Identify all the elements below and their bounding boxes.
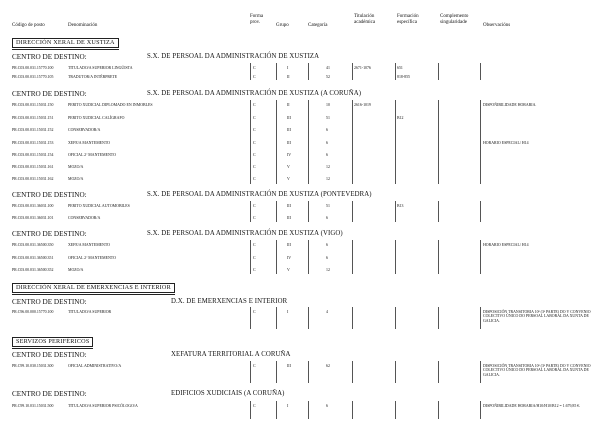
section-title: DIRECCIÓN XERAL DE XUSTIZA [12, 38, 119, 48]
column-rule [308, 361, 309, 383]
row-denominacion: TRADUTOR/A INTÉRPRETE [68, 75, 118, 79]
centro-name: S.X. DE PERSOAL DA ADMINISTRACIÓN DE XUSTIZA [147, 53, 320, 60]
column-rule [395, 401, 396, 419]
column-rule [308, 240, 309, 274]
row-grupo: V [287, 177, 290, 181]
column-rule [480, 361, 481, 383]
row-denominacion: MOZO/A [68, 177, 84, 181]
row-grupo: I [287, 404, 289, 408]
column-rule [438, 361, 439, 383]
column-rule [352, 201, 353, 222]
section-title: DIRECCIÓN XERAL DE EMERXENCIAS E INTERIOR [12, 283, 175, 293]
row-categoria: 6 [326, 153, 328, 157]
column-rule [438, 63, 439, 80]
column-rule [480, 201, 481, 222]
column-rule [276, 361, 277, 383]
column-rule [352, 240, 353, 274]
row-denominacion: MOZO/A [68, 268, 84, 272]
row-forma: C [253, 75, 256, 79]
row-denominacion: PERITO XUDICIAL CALÍGRAFO [68, 116, 125, 120]
row-categoria: 4 [326, 310, 328, 314]
column-rule [480, 63, 481, 80]
row-categoria: 6 [326, 216, 328, 220]
row-denominacion: PERITO XUDICIAL AUTOMOBILES [68, 204, 130, 208]
row-denominacion: XEFE/A MANTEMENTO [68, 141, 110, 145]
row-formacion: B13 [397, 204, 404, 208]
row-formacion: 651 [397, 66, 403, 70]
column-rule [395, 63, 396, 80]
row-denominacion: TITULADO/A SUPERIOR PSICÓLOGO/A [68, 404, 138, 408]
column-rule [276, 100, 277, 184]
column-rule [438, 240, 439, 274]
row-formacion: 818-855 [397, 75, 410, 79]
row-grupo: IV [287, 256, 292, 260]
row-categoria: 6 [326, 243, 328, 247]
column-rule [250, 240, 251, 274]
column-rule [250, 401, 251, 419]
row-grupo: IV [287, 153, 292, 157]
row-forma: C [253, 153, 256, 157]
row-code: PR.C03.00.031.36500.351 [12, 256, 54, 260]
centro-label: CENTRO DE DESTINO: [12, 90, 87, 98]
row-denominacion: XEFE/A MANTEMENTO [68, 243, 110, 247]
header-complemento: Complemento singularidade [440, 14, 469, 25]
column-rule [395, 361, 396, 383]
header-forma: Forma prov. [250, 14, 264, 25]
row-categoria: 41 [326, 66, 330, 70]
row-grupo: I [287, 310, 289, 314]
row-code: PR.C99.10.030.15031.300 [12, 364, 54, 368]
row-formacion: B12 [397, 116, 404, 120]
row-denominacion: CONSERVADOR/A [68, 216, 101, 220]
column-rule [250, 307, 251, 329]
row-denominacion: OFICIAL 2º MANTEMENTO [68, 256, 116, 260]
row-categoria: 10 [326, 103, 330, 107]
row-grupo: III [287, 216, 291, 220]
column-rule [438, 100, 439, 184]
column-rule [480, 240, 481, 274]
centro-name: XEFATURA TERRITORIAL A CORUÑA [171, 351, 291, 358]
centro-label: CENTRO DE DESTINO: [12, 298, 87, 306]
section-title: SERVIZOS PERIFÉRICOS [12, 337, 93, 347]
row-observacions: DISPOÑIBILIDADE HORARIA/H10/H10/B12 = 1.679,85 €. [483, 404, 581, 408]
column-rule [250, 201, 251, 222]
column-rule [352, 401, 353, 419]
row-denominacion: PERITO XUDICIAL DIPLOMADO EN INMOBLES [68, 103, 153, 107]
column-rule [308, 63, 309, 80]
row-forma: C [253, 364, 256, 368]
column-rule [438, 401, 439, 419]
row-grupo: II [287, 75, 290, 79]
row-code: PR.C03.00.031.36031.101 [12, 216, 54, 220]
row-code: PR.C99.10.031.15031.500 [12, 404, 54, 408]
row-grupo: III [287, 204, 291, 208]
column-rule [276, 307, 277, 329]
row-observacions: DISPOSICIÓN TRANSITORIA 10ª (3ª PARTE) DO V CONVENIO COLECTIVO ÚNICO DO PERSOAL LABORAL DA XUNTA DE GALICIA. [483, 364, 591, 377]
header-titulacion: Titulación académica [354, 14, 376, 25]
row-grupo: III [287, 141, 291, 145]
row-categoria: 12 [326, 165, 330, 169]
row-grupo: III [287, 116, 291, 120]
column-rule [395, 240, 396, 274]
row-grupo: III [287, 364, 291, 368]
centro-label: CENTRO DE DESTINO: [12, 230, 87, 238]
row-forma: C [253, 177, 256, 181]
row-categoria: 51 [326, 204, 330, 208]
centro-label: CENTRO DE DESTINO: [12, 351, 87, 359]
row-forma: C [253, 310, 256, 314]
column-rule [352, 361, 353, 383]
row-categoria: 62 [326, 364, 330, 368]
centro-label: CENTRO DE DESTINO: [12, 390, 87, 398]
row-code: PR.C96.00.000.15770.100 [12, 310, 54, 314]
row-code: PR.C03.00.031.36500.350 [12, 243, 54, 247]
column-rule [276, 240, 277, 274]
header-codigo: Código de posto [12, 23, 45, 28]
row-grupo: V [287, 165, 290, 169]
row-code: PR.C03.00.031.15031.162 [12, 177, 54, 181]
header-grupo: Grupo [276, 23, 289, 28]
row-categoria: 51 [326, 116, 330, 120]
column-rule [438, 201, 439, 222]
centro-name: EDIFICIOS XUDICIAIS (A CORUÑA) [171, 390, 285, 397]
centro-name: S.X. DE PERSOAL DA ADMINISTRACIÓN DE XUSTIZA (VIGO) [147, 230, 343, 237]
column-rule [250, 63, 251, 80]
column-rule [480, 401, 481, 419]
row-observacions: HORARIO ESPECIAL/ H14 [483, 243, 529, 247]
row-code: PR.C03.00.031.15031.153 [12, 141, 54, 145]
row-titulacion: 2616-1019 [354, 103, 371, 107]
column-rule [395, 100, 396, 184]
row-forma: C [253, 165, 256, 169]
row-code: PR.C03.00.031.15031.151 [12, 116, 54, 120]
row-code: PR.C03.00.031.15031.154 [12, 153, 54, 157]
header-formacion: Formación específica [397, 14, 419, 25]
row-categoria: 12 [326, 268, 330, 272]
centro-name: S.X. DE PERSOAL DA ADMINISTRACIÓN DE XUSTIZA (PONTEVEDRA) [147, 191, 372, 198]
row-forma: C [253, 404, 256, 408]
row-observacions: HORARIO ESPECIAL/ H14 [483, 141, 529, 145]
row-categoria: 6 [326, 404, 328, 408]
row-denominacion: TITULADO/A SUPERIOR [68, 310, 112, 314]
column-rule [276, 201, 277, 222]
row-denominacion: MOZO/A [68, 165, 84, 169]
column-rule [395, 201, 396, 222]
column-rule [250, 361, 251, 383]
column-rule [276, 63, 277, 80]
row-forma: C [253, 103, 256, 107]
row-code: PR.C03.00.031.15770.105 [12, 75, 54, 79]
row-forma: C [253, 116, 256, 120]
row-grupo: III [287, 128, 291, 132]
column-rule [308, 307, 309, 329]
column-rule [395, 307, 396, 329]
row-denominacion: OFICIAL 2º MANTEMENTO [68, 153, 116, 157]
column-rule [480, 100, 481, 184]
header-observacions: Observacións [483, 23, 511, 28]
row-grupo: II [287, 103, 290, 107]
centro-label: CENTRO DE DESTINO: [12, 191, 87, 199]
column-rule [308, 100, 309, 184]
row-titulacion: 2671-1076 [354, 66, 371, 70]
row-grupo: V [287, 268, 290, 272]
row-grupo: III [287, 243, 291, 247]
row-code: PR.C03.00.031.15770.100 [12, 66, 54, 70]
column-rule [438, 307, 439, 329]
column-rule [276, 401, 277, 419]
column-rule [352, 63, 353, 80]
row-categoria: 6 [326, 256, 328, 260]
row-forma: C [253, 66, 256, 70]
row-forma: C [253, 204, 256, 208]
row-categoria: 6 [326, 128, 328, 132]
row-categoria: 52 [326, 75, 330, 79]
header-denominacion: Denominación [68, 23, 98, 28]
column-rule [308, 201, 309, 222]
row-code: PR.C03.00.031.15031.161 [12, 165, 54, 169]
row-forma: C [253, 141, 256, 145]
column-rule [352, 100, 353, 184]
column-rule [250, 100, 251, 184]
row-code: PR.C03.00.031.15031.150 [12, 103, 54, 107]
row-forma: C [253, 268, 256, 272]
header-categoria: Categoría [308, 23, 328, 28]
row-categoria: 12 [326, 177, 330, 181]
row-forma: C [253, 243, 256, 247]
row-observacions: DISPOÑIBILIDADE HORARIA. [483, 103, 537, 107]
column-rule [480, 307, 481, 329]
row-code: PR.C03.00.031.36500.352 [12, 268, 54, 272]
row-code: PR.C03.00.031.15031.152 [12, 128, 54, 132]
column-rule [352, 307, 353, 329]
centro-label: CENTRO DE DESTINO: [12, 53, 87, 61]
row-denominacion: CONSERVADOR/A [68, 128, 101, 132]
row-forma: C [253, 128, 256, 132]
row-denominacion: TITULADO/A SUPERIOR LINGÜISTA [68, 66, 133, 70]
column-rule [308, 401, 309, 419]
row-denominacion: OFICIAL ADMINISTRATIVO/A [68, 364, 122, 368]
centro-name: S.X. DE PERSOAL DA ADMINISTRACIÓN DE XUSTIZA (A CORUÑA) [147, 90, 362, 97]
row-grupo: I [287, 66, 289, 70]
row-forma: C [253, 256, 256, 260]
row-code: PR.C03.00.031.36031.100 [12, 204, 54, 208]
row-categoria: 6 [326, 141, 328, 145]
row-forma: C [253, 216, 256, 220]
row-observacions: DISPOSICIÓN TRANSITORIA 10ª (3ª PARTE) DO V CONVENIO COLECTIVO ÚNICO DO PERSOAL LABORAL DA XUNTA DE GALICIA. [483, 310, 591, 323]
centro-name: D.X. DE EMERXENCIAS E INTERIOR [171, 298, 288, 305]
